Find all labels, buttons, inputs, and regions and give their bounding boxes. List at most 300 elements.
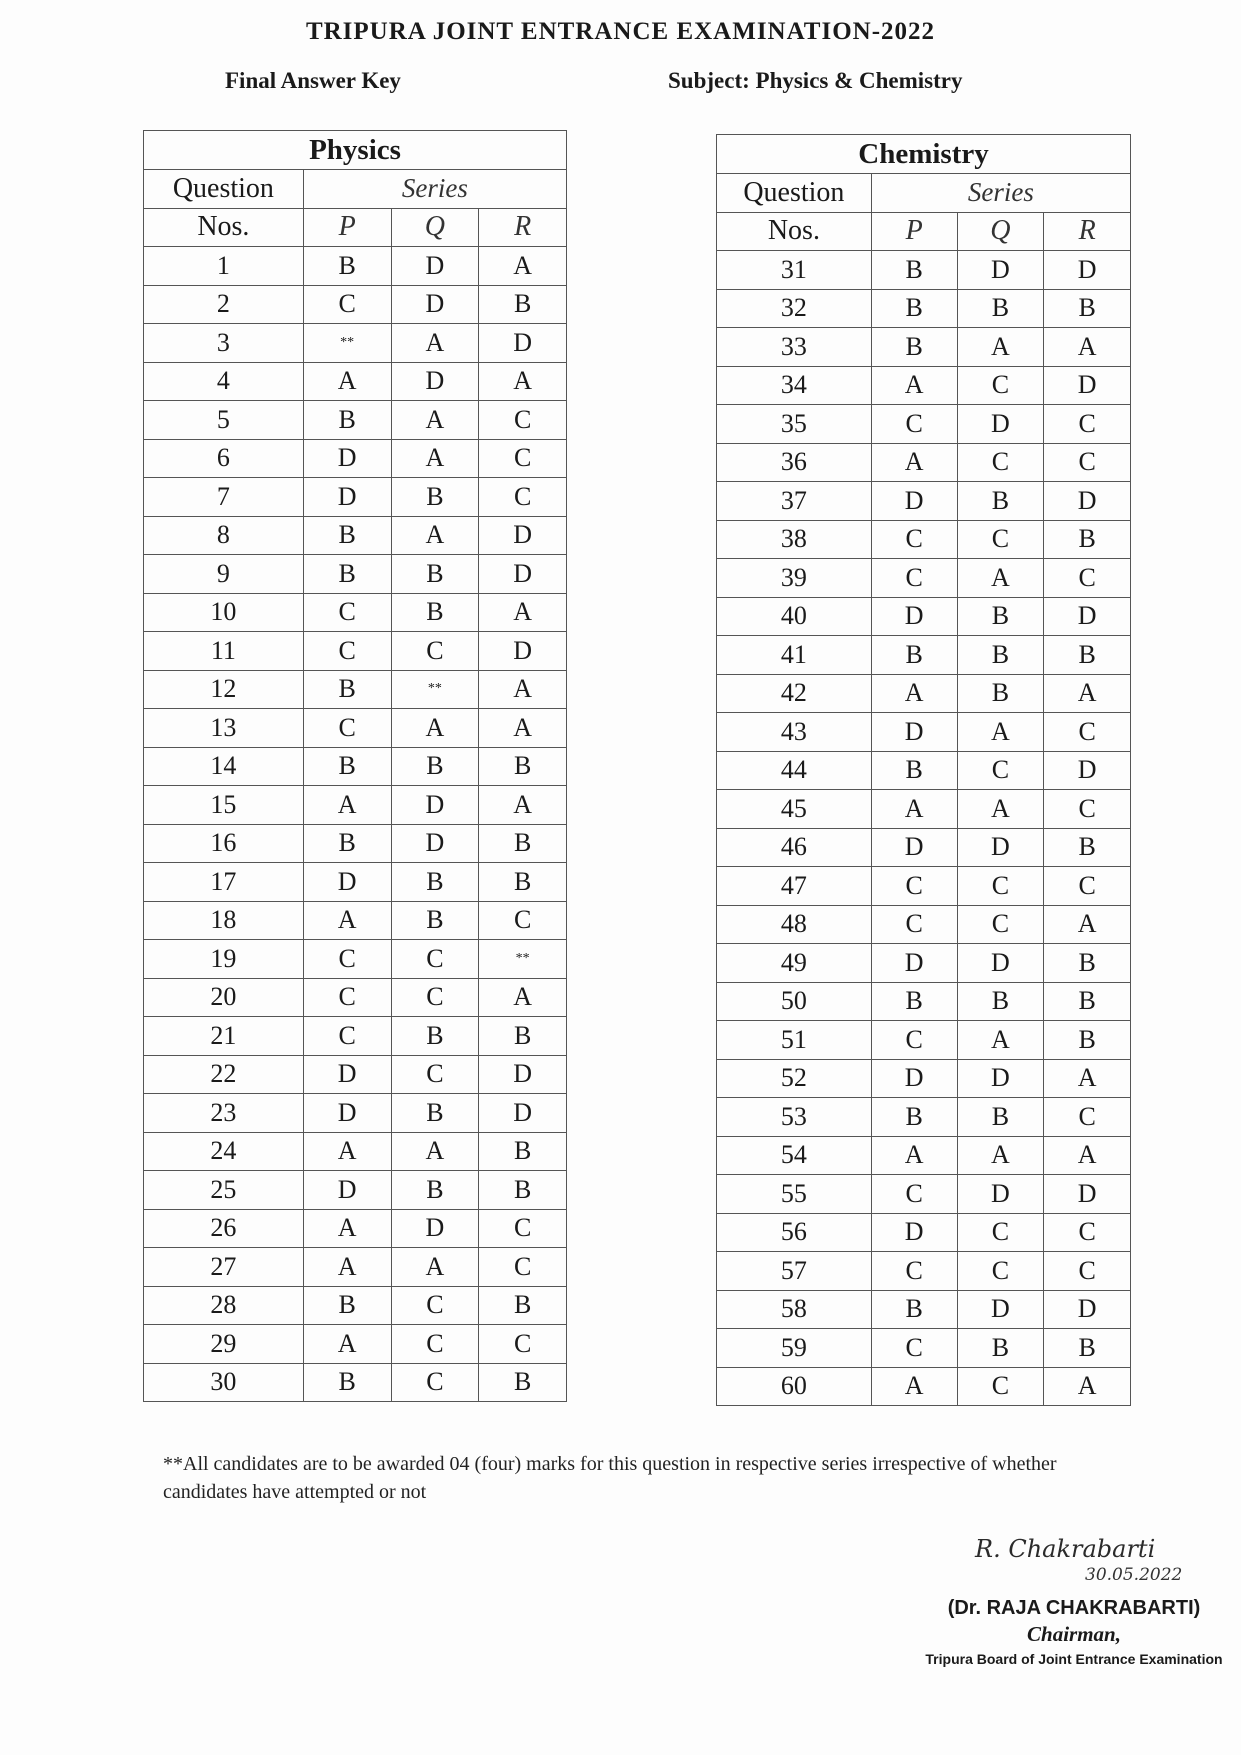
answer-series-p: B	[871, 1290, 957, 1329]
question-number: 47	[717, 867, 872, 906]
answer-series-r: B	[479, 1286, 567, 1325]
question-header: Question	[144, 170, 304, 209]
answer-series-q: C	[957, 905, 1044, 944]
answer-series-r: C	[479, 439, 567, 478]
answer-series-r: B	[479, 1132, 567, 1171]
answer-series-q: D	[957, 944, 1044, 983]
answer-series-p: C	[303, 709, 391, 748]
answer-series-q: B	[391, 1094, 479, 1133]
table-row	[144, 1248, 567, 1287]
answer-series-q: A	[391, 324, 479, 363]
question-number: 28	[144, 1286, 304, 1325]
answer-series-r: B	[1044, 289, 1131, 328]
answer-series-r: C	[479, 478, 567, 517]
table-row	[717, 1059, 1131, 1098]
answer-series-p: C	[871, 1175, 957, 1214]
question-number: 26	[144, 1209, 304, 1248]
answer-series-r: D	[479, 555, 567, 594]
question-number: 45	[717, 790, 872, 829]
table-row	[144, 593, 567, 632]
table-row	[144, 1286, 567, 1325]
answer-series-r: D	[479, 516, 567, 555]
answer-series-q: D	[391, 786, 479, 825]
answer-series-p: B	[303, 747, 391, 786]
answer-series-p: B	[303, 401, 391, 440]
answer-series-p: C	[871, 1329, 957, 1368]
table-row	[144, 439, 567, 478]
answer-series-r: C	[1044, 443, 1131, 482]
answer-series-p: A	[303, 901, 391, 940]
question-number: 59	[717, 1329, 872, 1368]
table-row	[144, 940, 567, 979]
answer-series-q: D	[957, 251, 1044, 290]
question-number: 6	[144, 439, 304, 478]
answer-series-p: B	[871, 751, 957, 790]
answer-series-p: B	[871, 636, 957, 675]
table-row	[717, 1175, 1131, 1214]
answer-series-r: C	[479, 401, 567, 440]
question-number: 14	[144, 747, 304, 786]
series-header: Series	[303, 170, 566, 209]
answer-series-q: B	[391, 555, 479, 594]
series-r-header: R	[479, 208, 567, 247]
answer-series-r: C	[1044, 713, 1131, 752]
question-number: 17	[144, 863, 304, 902]
question-number: 52	[717, 1059, 872, 1098]
table-row	[144, 824, 567, 863]
answer-series-q: C	[391, 1363, 479, 1402]
answer-series-p: B	[303, 1363, 391, 1402]
answer-series-p: C	[303, 632, 391, 671]
answer-series-q: D	[957, 1290, 1044, 1329]
table-row	[717, 751, 1131, 790]
answer-series-q: B	[957, 482, 1044, 521]
answer-series-p: B	[303, 1286, 391, 1325]
question-number: 43	[717, 713, 872, 752]
answer-series-p: C	[871, 905, 957, 944]
answer-series-r: C	[479, 1325, 567, 1364]
answer-series-p: D	[871, 482, 957, 521]
question-number: 35	[717, 405, 872, 444]
question-number: 30	[144, 1363, 304, 1402]
answer-series-r: C	[1044, 790, 1131, 829]
answer-series-r: C	[1044, 405, 1131, 444]
table-row	[717, 867, 1131, 906]
table-row	[144, 747, 567, 786]
question-number: 3	[144, 324, 304, 363]
table-row	[144, 478, 567, 517]
table-row	[144, 901, 567, 940]
answer-series-q: C	[957, 443, 1044, 482]
answer-series-r: A	[1044, 1367, 1131, 1406]
question-number: 12	[144, 670, 304, 709]
question-number: 44	[717, 751, 872, 790]
answer-series-p: C	[871, 405, 957, 444]
series-r-header: R	[1044, 212, 1131, 251]
answer-series-p: A	[871, 674, 957, 713]
answer-series-r: D	[1044, 751, 1131, 790]
answer-series-r: C	[479, 1248, 567, 1287]
answer-series-r: B	[479, 863, 567, 902]
series-q-header: Q	[957, 212, 1044, 251]
answer-series-r: A	[479, 670, 567, 709]
answer-series-q: C	[957, 366, 1044, 405]
question-number: 46	[717, 828, 872, 867]
question-number: 34	[717, 366, 872, 405]
answer-series-q: C	[957, 1213, 1044, 1252]
table-row	[717, 713, 1131, 752]
question-number: 16	[144, 824, 304, 863]
answer-series-r: D	[479, 1094, 567, 1133]
answer-series-q: A	[957, 559, 1044, 598]
answer-series-p: C	[871, 867, 957, 906]
answer-series-q: B	[391, 901, 479, 940]
table-row	[144, 863, 567, 902]
question-number: 22	[144, 1055, 304, 1094]
question-number: 13	[144, 709, 304, 748]
table-row	[717, 559, 1131, 598]
answer-series-q: B	[957, 674, 1044, 713]
answer-series-q: D	[391, 362, 479, 401]
question-number: 9	[144, 555, 304, 594]
question-number: 36	[717, 443, 872, 482]
table-row	[717, 674, 1131, 713]
answer-series-p: A	[303, 1248, 391, 1287]
question-number: 53	[717, 1098, 872, 1137]
answer-series-p: B	[871, 289, 957, 328]
answer-series-q: B	[957, 982, 1044, 1021]
table-row	[717, 982, 1131, 1021]
table-row	[144, 709, 567, 748]
question-number: 19	[144, 940, 304, 979]
signatory-title: Chairman,	[1027, 1622, 1121, 1646]
table-row	[717, 944, 1131, 983]
answer-series-p: A	[303, 362, 391, 401]
table-row	[144, 324, 567, 363]
question-number: 33	[717, 328, 872, 367]
answer-series-q: B	[957, 1098, 1044, 1137]
answer-series-r: C	[1044, 1213, 1131, 1252]
table-row	[144, 285, 567, 324]
question-number: 32	[717, 289, 872, 328]
answer-series-r: D	[479, 1055, 567, 1094]
question-number: 55	[717, 1175, 872, 1214]
nos-header: Nos.	[144, 208, 304, 247]
answer-series-r: C	[1044, 559, 1131, 598]
answer-series-r: A	[1044, 1136, 1131, 1175]
answer-series-q: D	[391, 247, 479, 286]
table-row	[144, 670, 567, 709]
answer-series-q: C	[391, 1286, 479, 1325]
answer-series-r: D	[479, 632, 567, 671]
answer-series-r: A	[1044, 905, 1131, 944]
answer-series-q: C	[957, 751, 1044, 790]
answer-series-p: D	[303, 1055, 391, 1094]
answer-series-q: C	[391, 632, 479, 671]
answer-series-q: D	[957, 1175, 1044, 1214]
answer-series-q: D	[391, 1209, 479, 1248]
question-number: 49	[717, 944, 872, 983]
answer-series-r: B	[479, 285, 567, 324]
answer-series-q: B	[957, 289, 1044, 328]
question-number: 10	[144, 593, 304, 632]
answer-series-q: B	[391, 863, 479, 902]
answer-series-q: B	[391, 478, 479, 517]
signature-date: 30.05.2022	[1085, 1565, 1183, 1585]
answer-series-q: **	[391, 670, 479, 709]
question-number: 20	[144, 978, 304, 1017]
answer-series-r: B	[1044, 636, 1131, 675]
answer-series-p: B	[303, 824, 391, 863]
physics-table-title: Physics	[144, 131, 567, 170]
table-row	[717, 597, 1131, 636]
table-row	[717, 1098, 1131, 1137]
answer-series-q: A	[391, 1248, 479, 1287]
answer-series-q: D	[957, 405, 1044, 444]
table-row	[144, 1325, 567, 1364]
answer-series-q: B	[391, 747, 479, 786]
subject-label: Subject: Physics & Chemistry	[668, 68, 963, 93]
answer-series-r: B	[1044, 982, 1131, 1021]
answer-series-p: **	[303, 324, 391, 363]
answer-series-p: B	[303, 247, 391, 286]
nos-header: Nos.	[717, 212, 872, 251]
question-number: 18	[144, 901, 304, 940]
table-row	[144, 786, 567, 825]
question-number: 29	[144, 1325, 304, 1364]
question-number: 5	[144, 401, 304, 440]
table-row	[717, 443, 1131, 482]
answer-series-q: B	[391, 593, 479, 632]
answer-series-r: D	[1044, 1175, 1131, 1214]
series-header: Series	[871, 174, 1130, 213]
table-row	[144, 401, 567, 440]
table-row	[717, 1252, 1131, 1291]
answer-series-p: C	[303, 593, 391, 632]
answer-series-r: B	[479, 1363, 567, 1402]
signatory-block	[914, 1597, 1234, 1667]
question-number: 39	[717, 559, 872, 598]
answer-series-r: B	[479, 1017, 567, 1056]
answer-series-r: D	[1044, 482, 1131, 521]
table-row	[144, 632, 567, 671]
signatory-name: (Dr. RAJA CHAKRABARTI)	[947, 1597, 1201, 1619]
answer-series-r: C	[1044, 1098, 1131, 1137]
table-row	[717, 1329, 1131, 1368]
answer-series-r: B	[479, 747, 567, 786]
answer-series-q: B	[391, 1017, 479, 1056]
answer-series-r: A	[479, 786, 567, 825]
answer-series-q: D	[957, 1059, 1044, 1098]
table-row	[717, 1290, 1131, 1329]
table-row	[717, 1136, 1131, 1175]
answer-series-p: D	[303, 478, 391, 517]
answer-series-q: A	[391, 401, 479, 440]
question-number: 27	[144, 1248, 304, 1287]
answer-series-q: C	[957, 867, 1044, 906]
question-number: 31	[717, 251, 872, 290]
table-row	[144, 362, 567, 401]
table-row	[717, 520, 1131, 559]
table-row	[144, 555, 567, 594]
answer-series-p: B	[871, 1098, 957, 1137]
answer-key-label: Final Answer Key	[225, 68, 401, 93]
answer-series-r: A	[1044, 674, 1131, 713]
question-number: 48	[717, 905, 872, 944]
answer-series-p: C	[303, 978, 391, 1017]
answer-series-p: C	[303, 940, 391, 979]
answer-series-r: C	[479, 901, 567, 940]
question-number: 40	[717, 597, 872, 636]
question-number: 8	[144, 516, 304, 555]
answer-series-r: C	[1044, 1252, 1131, 1291]
table-row	[717, 790, 1131, 829]
question-number: 57	[717, 1252, 872, 1291]
question-number: 58	[717, 1290, 872, 1329]
question-number: 21	[144, 1017, 304, 1056]
answer-series-p: A	[871, 790, 957, 829]
table-row	[717, 636, 1131, 675]
answer-series-q: A	[391, 709, 479, 748]
table-row	[144, 1055, 567, 1094]
table-row	[717, 366, 1131, 405]
table-row	[717, 828, 1131, 867]
question-number: 7	[144, 478, 304, 517]
answer-series-r: D	[479, 324, 567, 363]
answer-series-q: B	[957, 597, 1044, 636]
answer-series-q: C	[391, 1325, 479, 1364]
answer-series-p: B	[871, 982, 957, 1021]
question-number: 38	[717, 520, 872, 559]
answer-series-r: C	[1044, 867, 1131, 906]
answer-series-r: **	[479, 940, 567, 979]
question-number: 50	[717, 982, 872, 1021]
answer-series-q: B	[957, 1329, 1044, 1368]
answer-series-p: A	[303, 1132, 391, 1171]
answer-series-r: A	[479, 593, 567, 632]
answer-series-p: D	[871, 597, 957, 636]
answer-series-r: B	[1044, 1021, 1131, 1060]
answer-series-p: B	[303, 670, 391, 709]
series-p-header: P	[871, 212, 957, 251]
table-row	[144, 1171, 567, 1210]
question-number: 41	[717, 636, 872, 675]
table-row	[717, 1213, 1131, 1252]
question-number: 23	[144, 1094, 304, 1133]
answer-series-q: C	[391, 1055, 479, 1094]
answer-series-q: C	[957, 520, 1044, 559]
answer-series-r: B	[1044, 520, 1131, 559]
question-number: 4	[144, 362, 304, 401]
answer-series-p: D	[303, 863, 391, 902]
table-row	[144, 1094, 567, 1133]
question-number: 24	[144, 1132, 304, 1171]
answer-series-p: C	[303, 285, 391, 324]
answer-series-q: B	[957, 636, 1044, 675]
answer-series-p: C	[871, 1021, 957, 1060]
answer-series-p: A	[303, 786, 391, 825]
answer-series-q: C	[391, 978, 479, 1017]
table-row	[144, 1363, 567, 1402]
table-row	[717, 251, 1131, 290]
answer-series-q: C	[391, 940, 479, 979]
answer-series-q: C	[957, 1252, 1044, 1291]
answer-series-p: D	[871, 828, 957, 867]
question-number: 54	[717, 1136, 872, 1175]
answer-series-q: B	[391, 1171, 479, 1210]
chemistry-table-title: Chemistry	[717, 135, 1131, 174]
answer-series-p: A	[871, 366, 957, 405]
question-number: 1	[144, 247, 304, 286]
answer-series-r: B	[1044, 944, 1131, 983]
answer-series-r: A	[1044, 1059, 1131, 1098]
answer-series-q: A	[957, 328, 1044, 367]
question-number: 25	[144, 1171, 304, 1210]
answer-series-p: D	[871, 944, 957, 983]
answer-series-p: A	[871, 1367, 957, 1406]
answer-series-p: A	[871, 1136, 957, 1175]
bonus-marks-note: **All candidates are to be awarded 04 (four) marks for this question in respective series irrespective of whether candidates have attempted or not	[163, 1453, 1057, 1503]
table-row	[717, 905, 1131, 944]
table-row	[144, 1017, 567, 1056]
question-number: 15	[144, 786, 304, 825]
answer-series-p: C	[871, 559, 957, 598]
table-row	[717, 482, 1131, 521]
answer-series-p: D	[303, 1094, 391, 1133]
answer-series-q: A	[391, 516, 479, 555]
answer-series-p: D	[871, 1213, 957, 1252]
answer-series-q: D	[391, 824, 479, 863]
answer-series-r: A	[1044, 328, 1131, 367]
handwritten-signature: R. Chakrabarti	[975, 1535, 1156, 1563]
question-number: 56	[717, 1213, 872, 1252]
answer-series-p: A	[871, 443, 957, 482]
table-row	[144, 1209, 567, 1248]
answer-series-r: B	[1044, 1329, 1131, 1368]
series-q-header: Q	[391, 208, 479, 247]
table-row	[717, 328, 1131, 367]
answer-series-p: B	[303, 516, 391, 555]
answer-series-p: D	[303, 1171, 391, 1210]
answer-series-q: A	[957, 1136, 1044, 1175]
answer-series-r: A	[479, 709, 567, 748]
answer-series-r: D	[1044, 1290, 1131, 1329]
answer-series-p: C	[871, 1252, 957, 1291]
question-number: 60	[717, 1367, 872, 1406]
chemistry-answer-table	[716, 134, 1131, 1406]
signatory-organization: Tripura Board of Joint Entrance Examination	[925, 1651, 1223, 1667]
question-header: Question	[717, 174, 872, 213]
answer-series-q: A	[391, 439, 479, 478]
table-row	[144, 516, 567, 555]
table-row	[717, 289, 1131, 328]
answer-series-p: B	[871, 251, 957, 290]
question-number: 11	[144, 632, 304, 671]
table-row	[144, 1132, 567, 1171]
answer-series-q: A	[957, 713, 1044, 752]
table-row	[717, 1021, 1131, 1060]
table-row	[144, 978, 567, 1017]
table-row	[717, 1367, 1131, 1406]
answer-series-r: C	[479, 1209, 567, 1248]
answer-series-q: D	[957, 828, 1044, 867]
answer-series-r: D	[1044, 597, 1131, 636]
answer-series-p: A	[303, 1325, 391, 1364]
question-number: 37	[717, 482, 872, 521]
answer-series-p: B	[871, 328, 957, 367]
answer-series-r: A	[479, 247, 567, 286]
answer-series-r: A	[479, 362, 567, 401]
